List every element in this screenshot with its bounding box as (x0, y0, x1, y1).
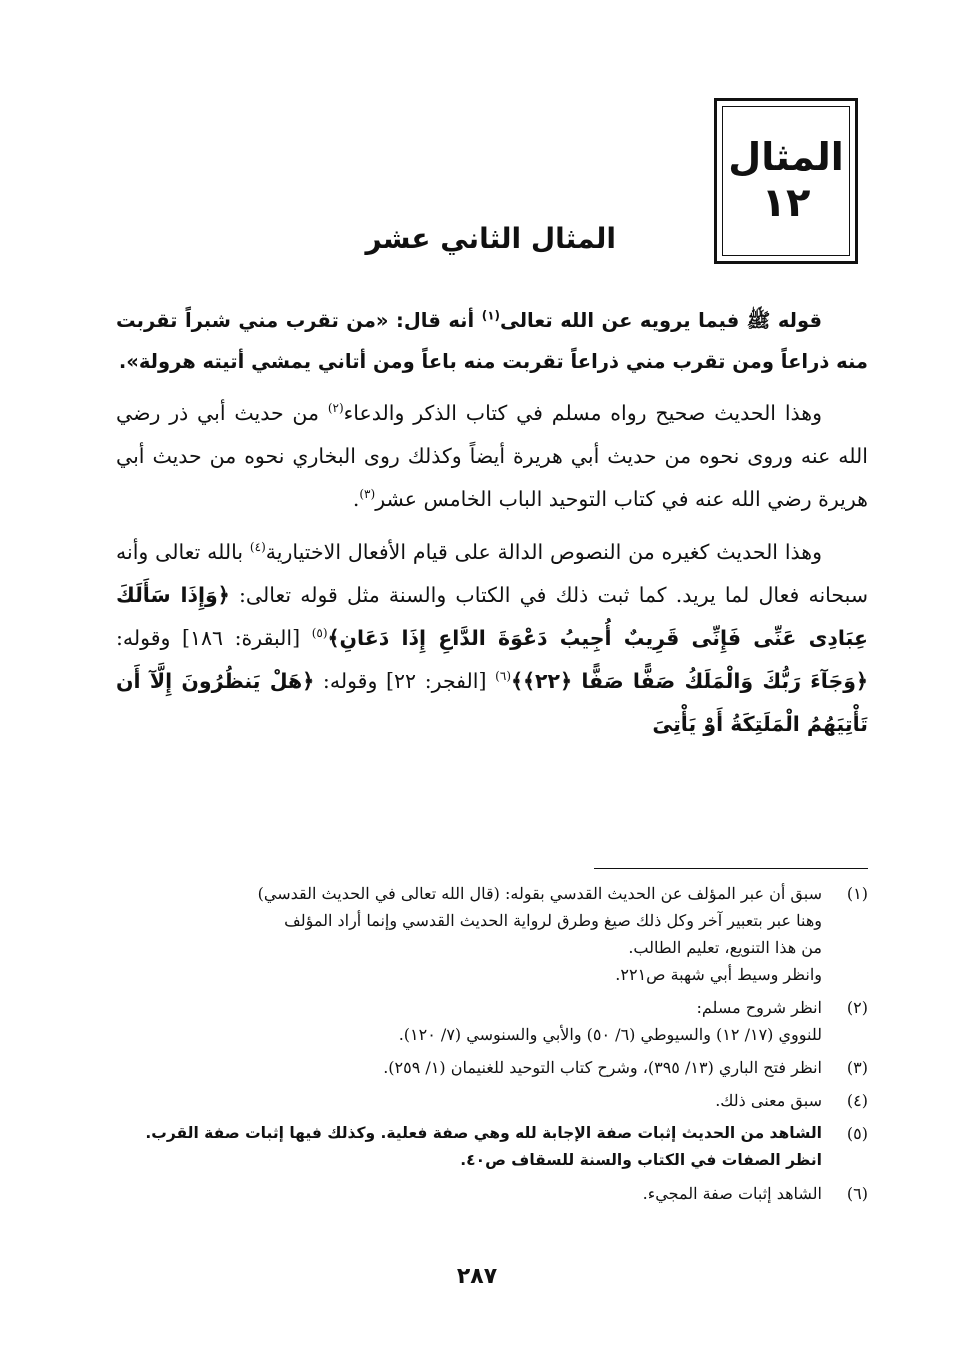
quran-verse-1: ﴿وَإِذَا سَأَلَكَ عِبَادِى عَنِّى فَإِنِّى قَرِيبٌ أُجِيبُ دَعْوَةَ الدَّاعِ إِذَا دَعَانِ﴾ (116, 583, 868, 650)
source-paragraph (116, 392, 868, 521)
footnote-2 (126, 994, 868, 1048)
hadith-paragraph (116, 300, 868, 382)
footnote-line: الشاهد من الحديث إثبات صفة الإجابة لله وهي صفة فعلية. وكذلك فيها إثبات صفة القرب. (145, 1124, 822, 1142)
footnote-4 (126, 1087, 868, 1114)
source-text-a: وهذا الحديث صحيح رواه مسلم في كتاب الذكر والدعاء (343, 401, 822, 425)
source-text-c: . (352, 487, 360, 511)
footnotes (126, 880, 868, 1213)
hadith-text: أنه قال: «من تقرب مني شبراً تقربت منه ذراعاً ومن تقرب مني ذراعاً تقربت منه باعاً ومن أتاني يمشي أتيته هرولة». (116, 309, 868, 373)
footnote-3 (126, 1054, 868, 1081)
example-number-box (714, 98, 858, 264)
footnote-line: للنووي (١٧/ ١٢) والسيوطي (٦/ ٥٠) والأبي والسنوسي (٧/ ١٢٠). (398, 1025, 822, 1044)
footnote-number: (٣) (846, 1058, 868, 1077)
box-number: ١٢ (761, 179, 811, 226)
footnote-line: سبق معنى ذلك. (715, 1091, 822, 1110)
explanation-text-d: [الفجر: ٢٢] وقوله: (314, 669, 496, 693)
footnote-ref-6[interactable]: (٦) (495, 669, 511, 684)
footnote-ref-3[interactable]: (٣) (359, 487, 376, 502)
footnote-line: انظر فتح الباري (١٣/ ٣٩٥)، وشرح كتاب التوحيد للغنيمان (١/ ٢٥٩). (383, 1058, 822, 1077)
footnote-line: سبق أن عبر المؤلف عن الحديث القدسي بقوله: (قال الله تعالى في الحديث القدسي) (257, 884, 822, 903)
explanation-text-b: بالله تعالى وأنه سبحانه فعال لما يريد. كما ثبت ذلك في الكتاب والسنة مثل قوله تعالى: (116, 540, 868, 607)
footnote-line: الشاهد إثبات صفة المجيء. (642, 1184, 822, 1203)
quran-verse-3: ﴿هَلْ يَنظُرُونَ إِلَّآ أَن تَأْتِيَهُمُ الْمَلَتِكَةُ أَوْ يَأْتِىَ (116, 669, 868, 736)
section-title: المثال الثاني عشر (365, 222, 616, 255)
footnote-line: من هذا التنويع، تعليم الطالب. (628, 938, 822, 957)
footnote-line: وانظر وسيط أبي شهبة ص٢٢١. (615, 965, 822, 984)
footnote-number: (٤) (846, 1091, 868, 1110)
footnote-body (126, 1120, 822, 1174)
footnote-number: (٦) (846, 1184, 868, 1203)
footnote-6 (126, 1180, 868, 1207)
footnote-number: (٢) (846, 998, 868, 1017)
footnote-line: وهنا عبر بتعبير آخر وكل ذلك صيغ وطرق لرواية الحديث القدسي وإنما أراد المؤلف (284, 911, 822, 930)
footnote-body (126, 1054, 822, 1081)
hadith-intro: قوله ﷺ فيما يرويه عن الله تعالى (500, 309, 822, 332)
footnote-1 (126, 880, 868, 988)
footnote-ref-5[interactable]: (٥) (311, 626, 328, 641)
footnote-number: (٥) (846, 1124, 868, 1143)
explanation-text-c: [البقرة: ١٨٦] وقوله: (116, 626, 312, 650)
quran-verse-2: ﴿وَجَآءَ رَبُّكَ وَالْمَلَكُ صَفًّا صَفًّا ﴿٢٢﴾﴾ (511, 669, 869, 693)
footnote-body (126, 1180, 822, 1207)
explanation-text-a: وهذا الحديث كغيره من النصوص الدالة على قيام الأفعال الاختيارية (265, 540, 822, 564)
footnote-body (126, 994, 822, 1048)
source-text-b: من حديث أبي ذر رضي الله عنه وروى نحوه من حديث أبي هريرة أيضاً وكذلك روى البخاري نحوه من حديث أبي هريرة رضي الله عنه في كتاب التوحيد الباب الخامس عشر (116, 401, 868, 511)
footnote-line: انظر الصفات في الكتاب والسنة للسقاف ص٤٠. (460, 1151, 822, 1169)
explanation-paragraph (116, 531, 868, 746)
footnote-separator (594, 868, 868, 869)
example-number-box-inner (722, 106, 850, 256)
footnote-5 (126, 1120, 868, 1174)
footnote-ref-1[interactable]: (١) (481, 308, 500, 323)
footnote-ref-2[interactable]: (٢) (327, 401, 344, 416)
box-label: المثال (728, 135, 844, 180)
footnote-line: انظر شروح مسلم: (696, 998, 822, 1017)
page-number: ٢٨٧ (456, 1264, 498, 1289)
footnote-body (126, 880, 822, 988)
footnote-body (126, 1087, 822, 1114)
footnote-ref-4[interactable]: (٤) (249, 540, 266, 555)
footnote-number: (١) (846, 884, 868, 903)
main-text (116, 300, 868, 756)
